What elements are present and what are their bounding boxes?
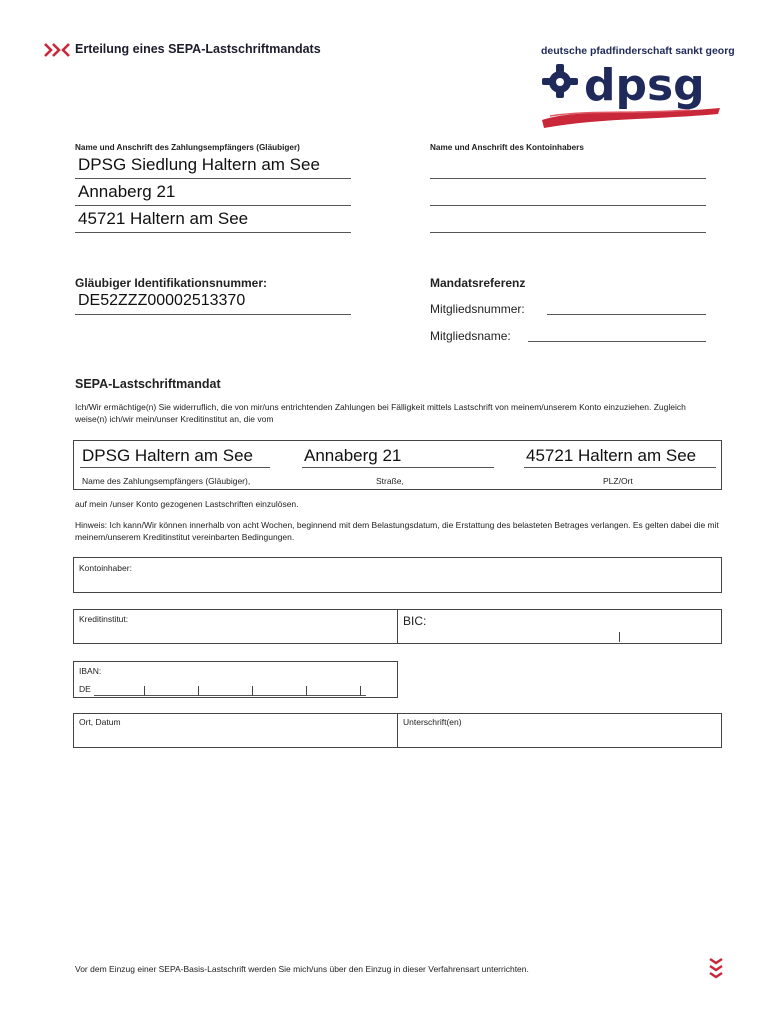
footer-note: Vor dem Einzug einer SEPA-Basis-Lastschrift werden Sie mich/uns über den Einzug in dieser Verfahrensart unterrichten. (75, 964, 529, 974)
iban-country-prefix: DE (79, 684, 91, 694)
payee-street-caption: Straße, (376, 476, 404, 486)
account-holder-field-label: Kontoinhaber: (79, 563, 132, 573)
authorization-text: Ich/Wir ermächtige(n) Sie widerruflich, die von mir/uns entrichtenden Zahlungen bei Fälligkeit mittels Lastschrift von meinem/unserem Konto einzuziehen. Zugleich weise(n) ich/wir mein/unser Kreditinstitut an, die vom (75, 402, 686, 424)
account-holder-line-1[interactable] (430, 178, 706, 179)
payee-city-field[interactable]: 45721 Haltern am See (526, 446, 697, 465)
payee-street-underline (302, 467, 494, 468)
creditor-street-field[interactable]: Annaberg 21 (78, 182, 176, 201)
member-name-field[interactable] (528, 341, 706, 342)
mandate-title: SEPA-Lastschriftmandat (75, 377, 221, 391)
dpsg-logo (540, 58, 722, 130)
bic-divider (619, 632, 620, 642)
creditor-id-label: Gläubiger Identifikationsnummer: (75, 276, 268, 290)
iban-group-divider (306, 686, 307, 696)
creditor-city-underline (75, 232, 351, 233)
member-number-field[interactable] (547, 314, 706, 315)
mandate-reference-label: Mandatsreferenz (430, 276, 526, 290)
payee-street-field[interactable]: Annaberg 21 (304, 446, 402, 465)
payee-city-caption: PLZ/Ort (603, 476, 633, 486)
account-holder-field[interactable] (73, 557, 722, 593)
bic-field-label: BIC: (403, 614, 427, 628)
member-number-label: Mitgliedsnummer: (430, 302, 525, 316)
bank-field-label: Kreditinstitut: (79, 614, 129, 624)
collection-text: auf mein /unser Konto gezogenen Lastschriften einzulösen. (75, 499, 299, 509)
payee-name-underline (80, 467, 270, 468)
creditor-address-label: Name und Anschrift des Zahlungsempfängers (Gläubiger) (75, 143, 300, 152)
hint-text: Hinweis: Ich kann/Wir können innerhalb von acht Wochen, beginnend mit dem Belastungsdatum, die Erstattung des belasteten Betrages verlangen. Es gelten dabei die mit meinem/unserem Kreditinstitut vereinbarten Bedingungen. (75, 520, 719, 542)
payee-name-field[interactable]: DPSG Haltern am See (82, 446, 254, 465)
creditor-id-value[interactable]: DE52ZZZ00002513370 (78, 292, 246, 309)
account-holder-line-2[interactable] (430, 205, 706, 206)
creditor-city-field[interactable]: 45721 Haltern am See (78, 209, 249, 228)
payee-city-underline (524, 467, 716, 468)
iban-group-divider (252, 686, 253, 696)
iban-group-divider (144, 686, 145, 696)
logo-tagline: deutsche pfadfinderschaft sankt georg (541, 45, 735, 57)
account-holder-line-3[interactable] (430, 232, 706, 233)
iban-field-label: IBAN: (79, 666, 102, 676)
creditor-id-underline (75, 314, 351, 315)
iban-group-divider (360, 686, 361, 696)
signature-label: Unterschrift(en) (403, 717, 462, 727)
iban-group-divider (198, 686, 199, 696)
iban-digit-line (94, 695, 366, 696)
bic-field[interactable] (397, 609, 722, 644)
triple-chevron-down-icon (708, 957, 724, 979)
payee-name-caption: Name des Zahlungsempfängers (Gläubiger), (82, 476, 251, 486)
logo-text: dpsg (584, 60, 705, 111)
place-date-label: Ort, Datum (79, 717, 121, 727)
account-holder-address-label: Name und Anschrift des Kontoinhabers (430, 143, 584, 152)
creditor-street-underline (75, 205, 351, 206)
creditor-name-underline (75, 178, 351, 179)
creditor-name-field[interactable]: DPSG Siedlung Haltern am See (78, 155, 320, 174)
iban-field[interactable] (73, 661, 398, 698)
page-title: Erteilung eines SEPA-Lastschriftmandats (75, 42, 321, 56)
place-date-field[interactable] (73, 713, 398, 748)
double-chevron-mark-icon (44, 43, 70, 57)
member-name-label: Mitgliedsname: (430, 329, 511, 343)
